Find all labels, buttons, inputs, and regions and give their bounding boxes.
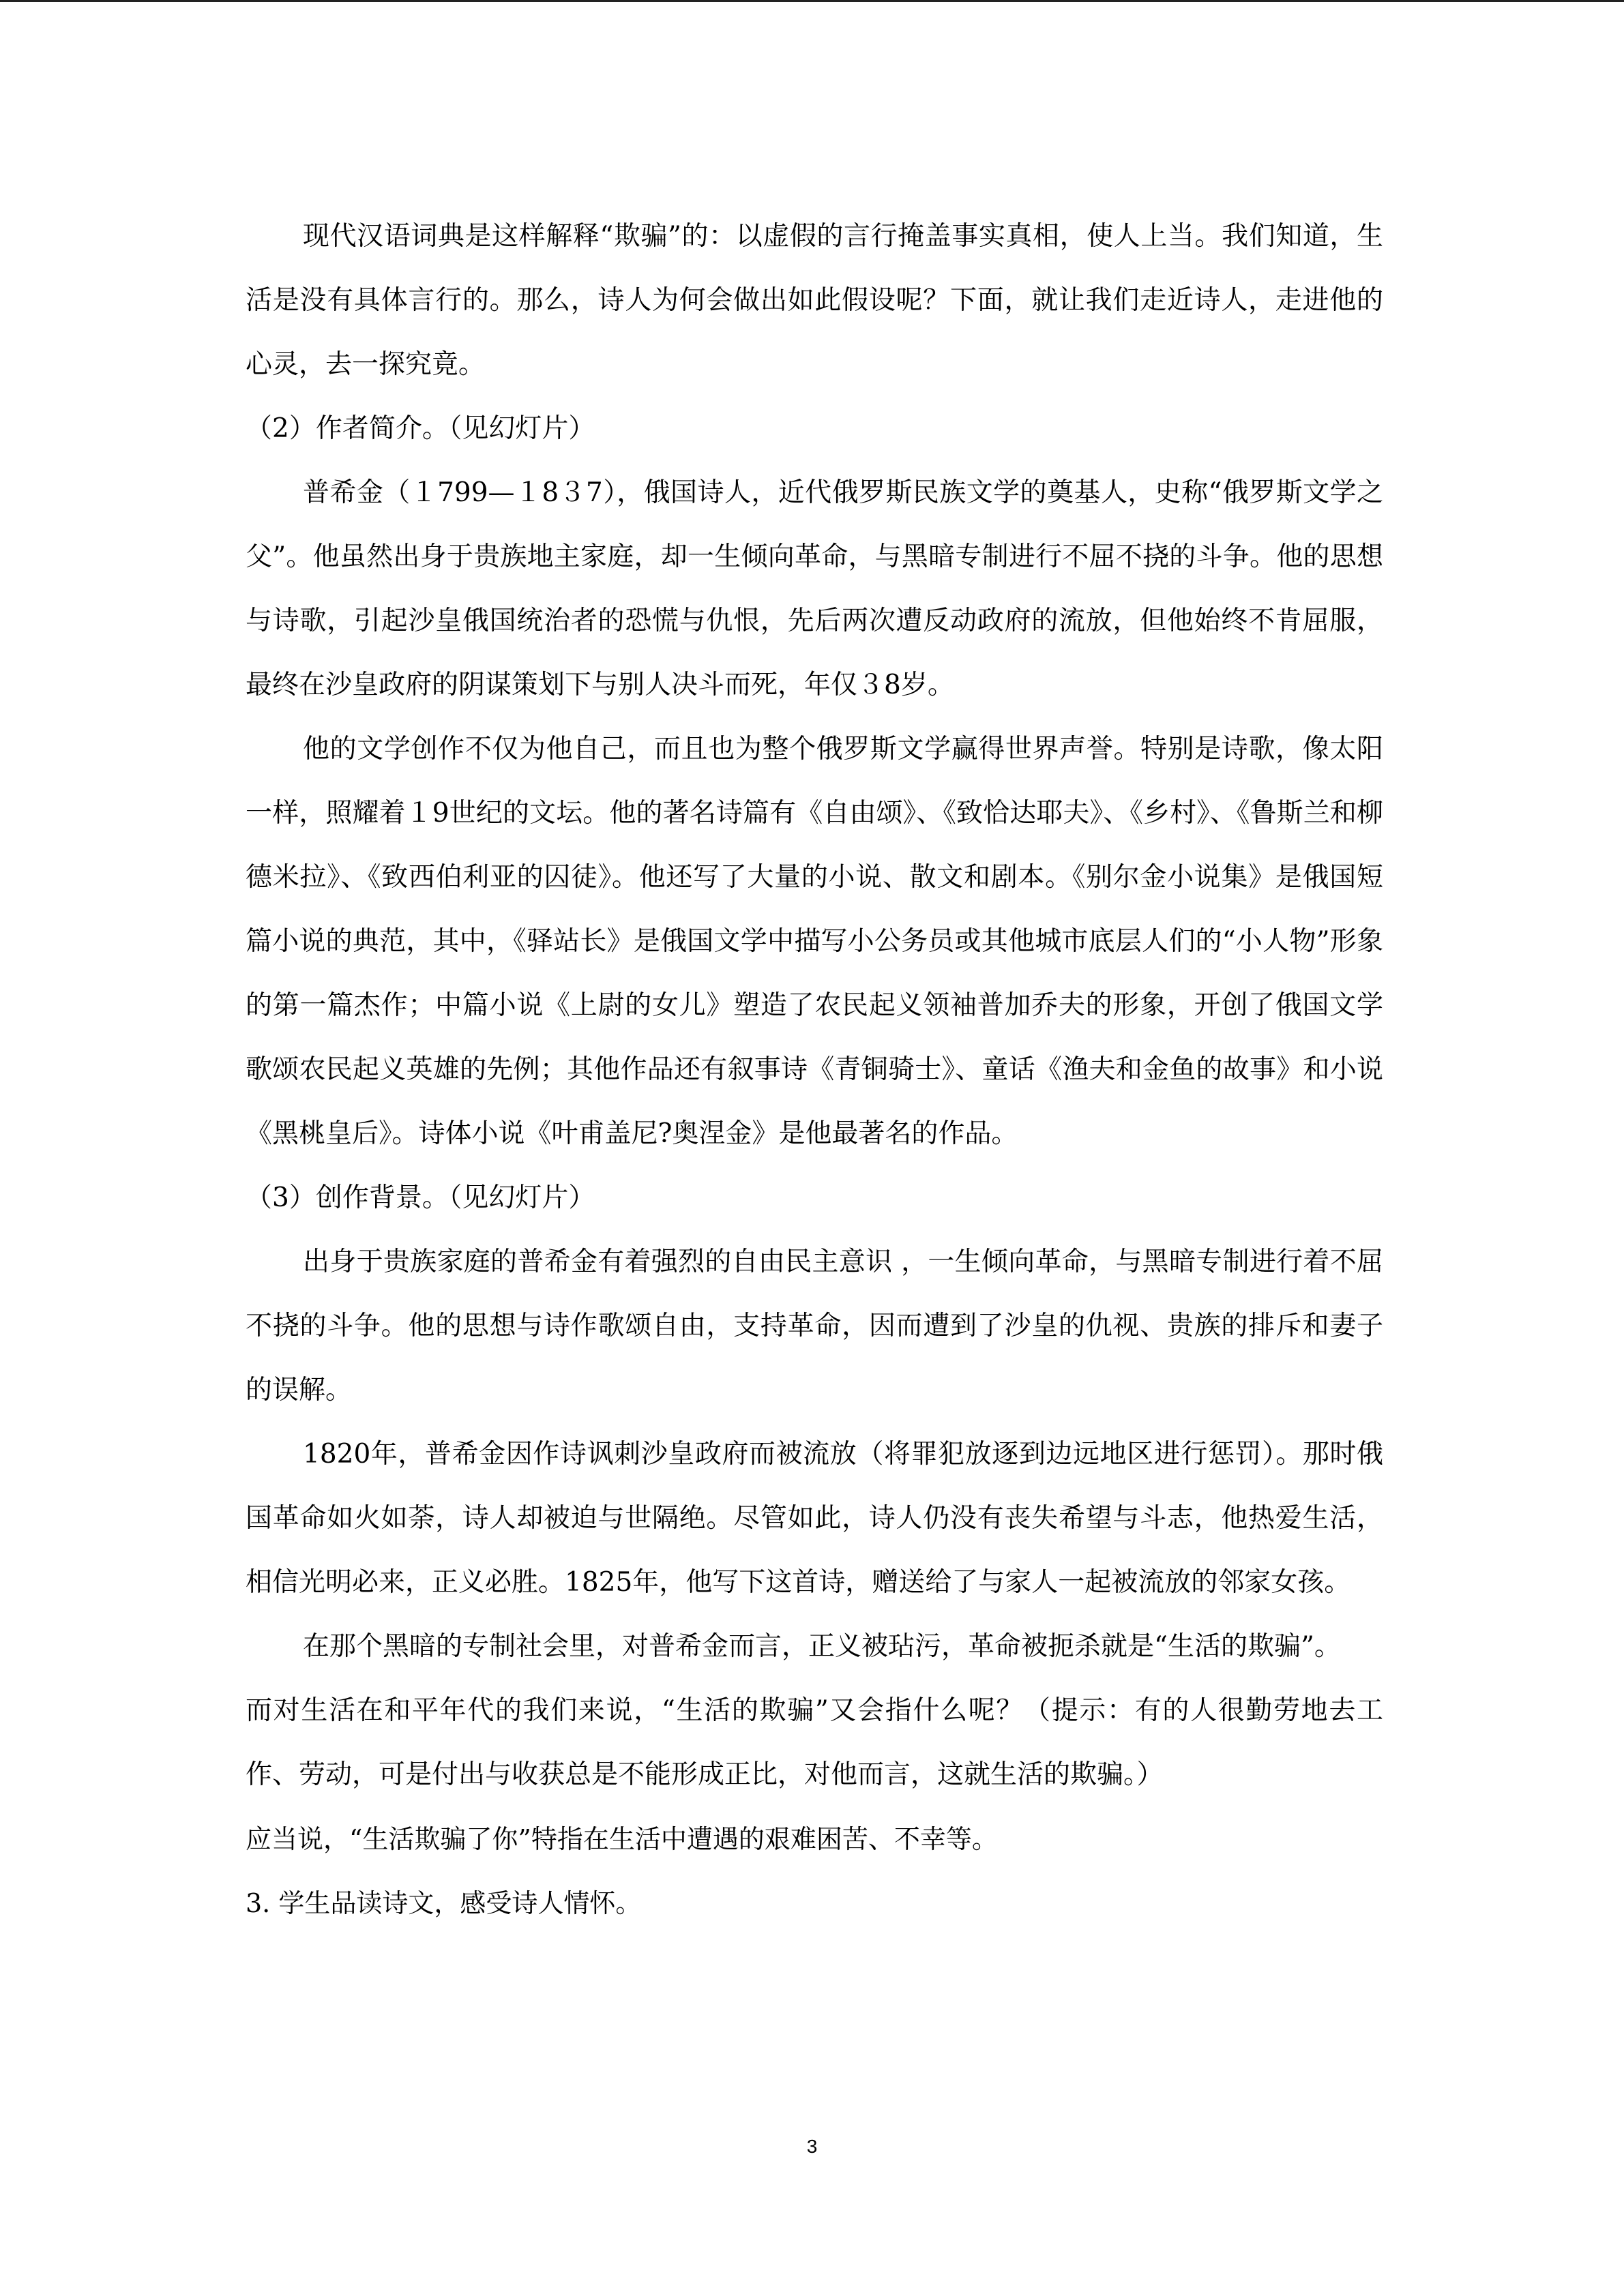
paragraph-conclusion: 应当说，“生活欺骗了你”特指在生活中遭遇的艰难困苦、不幸等。 (246, 1824, 998, 1854)
page-number: 3 (806, 2136, 818, 2157)
paragraph-pushkin-bio: 普希金（１799—１8３7），俄国诗人，近代俄罗斯民族文学的奠基人，史称“俄罗斯文学之父”。他虽然出身于贵族地主家庭，却一生倾向革命，与黑暗专制进行不屈不挠的斗争。他的思想与诗歌，引起沙皇俄国统治者的恐慌与仇恨，先后两次遭反动政府的流放，但他始终不肯屈服，最终在沙皇政府的阴谋策划下与别人决斗而死，年仅３8岁。 (246, 477, 1383, 700)
document-body (246, 205, 1383, 1935)
heading-creation-background: （3）创作背景。（见幻灯片） (246, 1182, 595, 1213)
paragraph-pushkin-works: 他的文学创作不仅为他自己，而且也为整个俄罗斯文学赢得世界声誉。特别是诗歌，像太阳一样，照耀着１9世纪的文坛。他的著名诗篇有《自由颂》、《致恰达耶夫》、《乡村》、《鲁斯兰和柳德米拉》、《致西伯利亚的囚徒》。他还写了大量的小说、散文和剧本。《别尔金小说集》是俄国短篇小说的典范，其中，《驿站长》是俄国文学中描写小公务员或其他城市底层人们的“小人物”形象的第一篇杰作；中篇小说《上尉的女儿》塑造了农民起义领袖普加乔夫的形象，开创了俄国文学歌颂农民起义英雄的先例；其他作品还有叙事诗《青铜骑士》、童话《渔夫和金鱼的故事》和小说《黑桃皇后》。诗体小说《叶甫盖尼?奥涅金》是他最著名的作品。 (246, 734, 1383, 1149)
paragraph-background-1: 出身于贵族家庭的普希金有着强烈的自由民主意识 ，一生倾向革命，与黑暗专制进行着不屈不挠的斗争。他的思想与诗作歌颂自由，支持革命，因而遭到了沙皇的仇视、贵族的排斥和妻子的误解。 (246, 1247, 1383, 1405)
paragraph-background-exile: 1820年，普希金因作诗讽刺沙皇政府而被流放（将罪犯放逐到边远地区进行惩罚）。那时俄国革命如火如荼，诗人却被迫与世隔绝。尽管如此，诗人仍没有丧失希望与斗志，他热爱生活，相信光明必来，正义必胜。1825年，他写下这首诗，赠送给了与家人一起被流放的邻家女孩。 (246, 1439, 1383, 1598)
paragraph-modern-question: 而对生活在和平年代的我们来说，“生活的欺骗”又会指什么呢？（提示：有的人很勤劳地去工作、劳动，可是付出与收获总是不能形成正比，对他而言，这就生活的欺骗。） (246, 1695, 1383, 1790)
page-top-border (0, 0, 1624, 2)
heading-author-intro: （2）作者简介。（见幻灯片） (246, 413, 595, 444)
paragraph-word-definition: 现代汉语词典是这样解释“欺骗”的：以虚假的言行掩盖事实真相，使人上当。我们知道，生活是没有具体言行的。那么，诗人为何会做出如此假设呢？下面，就让我们走近诗人，走进他的心灵，去一探究竟。 (246, 221, 1383, 380)
paragraph-deception-meaning: 在那个黑暗的专制社会里，对普希金而言，正义被玷污，革命被扼杀就是“生活的欺骗”。 (303, 1631, 1341, 1662)
step-three-heading: 3. 学生品读诗文，感受诗人情怀。 (246, 1888, 642, 1918)
